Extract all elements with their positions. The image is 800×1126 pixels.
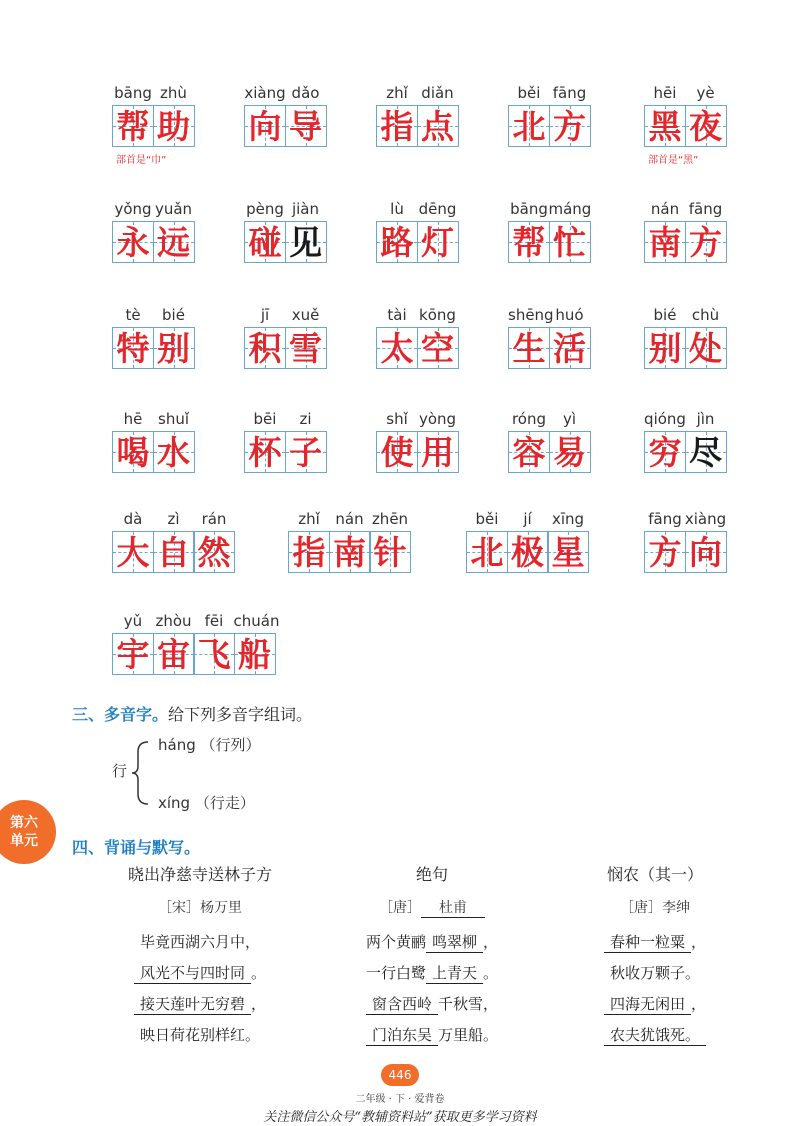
poem-line — [80, 962, 320, 984]
tian-grid-cell — [244, 105, 286, 147]
pinyin: fāng — [552, 84, 587, 102]
pinyin: yòng — [418, 410, 457, 428]
poem-title: 绝句 — [415, 865, 448, 884]
tian-grid-cell — [153, 531, 195, 573]
poem-line — [535, 1024, 775, 1046]
tian-grid-cell — [153, 431, 195, 473]
word-grid — [112, 105, 193, 147]
filled-answer: 风光不与四时同 — [134, 962, 251, 984]
tian-grid-cell — [547, 531, 589, 573]
footer-grade: 二年级 · 下 · 爱背卷 — [355, 1094, 445, 1105]
hanzi: 夜 — [689, 106, 722, 146]
tian-grid-cell — [376, 105, 418, 147]
tian-grid-cell — [508, 431, 550, 473]
pinyin: zhǐ — [298, 510, 320, 528]
pinyin: shēng — [508, 306, 554, 324]
poem-line — [80, 931, 320, 952]
word-grid — [112, 531, 234, 573]
word-grid — [112, 221, 193, 263]
pinyin: yuǎn — [154, 200, 193, 218]
pinyin: dǎo — [291, 84, 320, 102]
hanzi: 助 — [157, 106, 190, 146]
hanzi: 见 — [289, 222, 322, 262]
pinyin: bié — [653, 306, 677, 324]
author-name: 李绅 — [662, 900, 690, 916]
hanzi: 星 — [551, 532, 585, 572]
section-three-heading: 三、多音字。给下列多音字组词。 — [72, 705, 313, 724]
hanzi: 别 — [157, 328, 190, 368]
word-grid — [376, 431, 457, 473]
pinyin: dēng — [418, 200, 457, 218]
hanzi: 忙 — [553, 222, 586, 262]
poem-text: ， — [483, 933, 499, 951]
word-grid — [644, 221, 725, 263]
filled-answer: 窗含西岭 — [366, 993, 438, 1015]
author-dynasty: ［唐］ — [379, 900, 421, 916]
author-dynasty: ［唐］ — [620, 900, 662, 916]
poem-title: 晓出净慈寺送林子方 — [127, 865, 272, 884]
pinyin: zì — [167, 510, 180, 528]
hanzi: 易 — [553, 432, 586, 472]
brace — [130, 738, 152, 808]
hanzi: 黑 — [648, 106, 682, 146]
pinyin: shǐ — [386, 410, 408, 428]
tian-grid-cell — [285, 327, 327, 369]
pinyin: tài — [387, 306, 407, 324]
hanzi: 针 — [373, 532, 407, 572]
tian-grid-cell — [549, 327, 591, 369]
tian-grid-cell — [417, 105, 459, 147]
page-number: 446 — [381, 1064, 419, 1086]
poem-line — [80, 993, 320, 1015]
hanzi: 灯 — [421, 222, 454, 262]
pinyin: yǒng — [114, 200, 152, 218]
hanzi: 水 — [157, 432, 190, 472]
hanzi: 帮 — [116, 106, 150, 146]
pinyin: zi — [299, 410, 312, 428]
pinyin: jiàn — [291, 200, 320, 218]
pinyin: xiàng — [244, 84, 286, 102]
poem-text: ， — [691, 995, 707, 1013]
pinyin: nán — [335, 510, 364, 528]
tian-grid-cell — [376, 327, 418, 369]
pinyin: tè — [125, 306, 141, 324]
tian-grid-cell — [288, 531, 330, 573]
hanzi: 极 — [511, 532, 544, 572]
pinyin: kōng — [419, 306, 456, 324]
hanzi: 容 — [512, 432, 546, 472]
tian-grid-cell — [417, 431, 459, 473]
polyphone-reading-2: xíng （行走） — [158, 794, 255, 812]
hanzi: 宙 — [157, 634, 190, 674]
tian-grid-cell — [244, 221, 286, 263]
pinyin: fāng — [688, 200, 723, 218]
pinyin: qióng — [644, 410, 686, 428]
tian-grid-cell — [112, 531, 154, 573]
pinyin: zhǐ — [386, 84, 408, 102]
poem-text: 毕竟西湖六月中， — [139, 933, 260, 951]
hanzi: 远 — [157, 222, 190, 262]
tian-grid-cell — [644, 327, 686, 369]
poem-text: 。 — [483, 964, 499, 982]
tian-grid-cell — [234, 633, 276, 675]
hanzi: 北 — [470, 532, 504, 572]
poem-line — [312, 993, 552, 1015]
hanzi: 帮 — [512, 222, 546, 262]
pinyin: jí — [523, 510, 532, 528]
hanzi: 永 — [116, 222, 150, 262]
pinyin: běi — [475, 510, 499, 528]
hanzi: 子 — [289, 432, 322, 472]
pinyin: yì — [562, 410, 577, 428]
word-grid — [244, 431, 325, 473]
pinyin: hē — [123, 410, 143, 428]
tian-grid-cell — [466, 531, 508, 573]
pinyin: jìn — [696, 410, 715, 428]
hanzi: 喝 — [116, 432, 150, 472]
word-grid — [376, 221, 457, 263]
polyphone-reading-1: háng （行列） — [158, 736, 261, 754]
radical-note: 部首是“巾” — [116, 155, 167, 166]
poem-text: 千秋雪， — [438, 995, 499, 1013]
tian-grid-cell — [644, 531, 686, 573]
pinyin: yǔ — [123, 612, 143, 630]
poem-line — [535, 993, 775, 1015]
tian-grid-cell — [193, 531, 235, 573]
word-grid — [508, 105, 589, 147]
hanzi: 然 — [197, 532, 231, 572]
tian-grid-cell — [112, 431, 154, 473]
pinyin: hēi — [653, 84, 677, 102]
poem-line — [535, 931, 775, 953]
pinyin: chuán — [233, 612, 280, 630]
word-grid — [112, 633, 274, 675]
radical-note: 部首是“黑” — [648, 155, 699, 166]
tian-grid-cell — [644, 431, 686, 473]
hanzi: 飞 — [197, 634, 231, 674]
poem-text: 。 — [251, 964, 267, 982]
tian-grid-cell — [193, 633, 235, 675]
hanzi: 指 — [380, 106, 414, 146]
pinyin: shuǐ — [158, 410, 189, 428]
word-grid — [112, 327, 193, 369]
pinyin: xīng — [551, 510, 585, 528]
pinyin: zhòu — [155, 612, 192, 630]
hanzi: 方 — [689, 222, 722, 262]
pinyin: pèng — [246, 200, 284, 218]
pinyin: fāng — [648, 510, 682, 528]
pinyin: róng — [511, 410, 547, 428]
poem-line — [80, 1024, 320, 1045]
pinyin: běi — [517, 84, 541, 102]
filled-answer: 春种一粒粟 — [604, 931, 691, 953]
hanzi: 向 — [248, 106, 282, 146]
hanzi: 杯 — [248, 432, 282, 472]
tian-grid-cell — [644, 105, 686, 147]
poem-line — [312, 962, 552, 984]
tian-grid-cell — [112, 633, 154, 675]
pinyin: bēi — [253, 410, 277, 428]
tian-grid-cell — [685, 105, 727, 147]
section-four-heading: 四、背诵与默写。 — [72, 838, 201, 857]
poem-text: 映日荷花别样红。 — [139, 1026, 260, 1044]
hanzi: 南 — [333, 532, 366, 572]
poem-title: 悯农（其一） — [606, 865, 703, 884]
hanzi: 船 — [238, 634, 271, 674]
tian-grid-cell — [685, 431, 727, 473]
filled-answer: 接天莲叶无穷碧 — [134, 993, 251, 1015]
pinyin: dà — [123, 510, 143, 528]
word-grid — [466, 531, 588, 573]
pinyin: bāng — [510, 200, 548, 218]
tian-grid-cell — [508, 105, 550, 147]
hanzi: 自 — [157, 532, 190, 572]
filled-answer: 上青天 — [426, 962, 483, 984]
hanzi: 导 — [289, 106, 322, 146]
author-name: 杜甫 — [421, 897, 485, 918]
word-grid — [644, 431, 725, 473]
polyphone-char: 行 — [112, 762, 128, 780]
hanzi: 空 — [421, 328, 454, 368]
hanzi: 方 — [553, 106, 586, 146]
tian-grid-cell — [112, 221, 154, 263]
hanzi: 别 — [648, 328, 682, 368]
hanzi: 大 — [116, 532, 150, 572]
hanzi: 生 — [512, 328, 546, 368]
tian-grid-cell — [285, 221, 327, 263]
tian-grid-cell — [369, 531, 411, 573]
hanzi: 南 — [648, 222, 682, 262]
word-grid — [508, 431, 589, 473]
tian-grid-cell — [376, 431, 418, 473]
poem-text: 万里船。 — [438, 1026, 499, 1044]
pinyin: máng — [548, 200, 592, 218]
tian-grid-cell — [376, 221, 418, 263]
pinyin: chù — [691, 306, 720, 324]
poem-author — [312, 897, 552, 918]
hanzi: 特 — [116, 328, 150, 368]
tian-grid-cell — [685, 221, 727, 263]
tian-grid-cell — [112, 105, 154, 147]
word-grid — [244, 327, 325, 369]
word-grid — [644, 531, 725, 573]
word-grid — [244, 105, 325, 147]
pinyin: bié — [162, 306, 185, 324]
word-grid — [508, 221, 589, 263]
word-grid — [376, 105, 457, 147]
word-grid — [288, 531, 410, 573]
word-grid — [508, 327, 589, 369]
poem-text: 一行白鹭 — [365, 964, 426, 982]
tian-grid-cell — [508, 327, 550, 369]
tian-grid-cell — [153, 327, 195, 369]
tian-grid-cell — [285, 431, 327, 473]
hanzi: 点 — [421, 106, 454, 146]
pinyin: rán — [201, 510, 227, 528]
poem-text: ， — [691, 933, 707, 951]
pinyin: yè — [696, 84, 715, 102]
filled-answer: 四海无闲田 — [604, 993, 691, 1015]
tian-grid-cell — [685, 327, 727, 369]
hanzi: 北 — [512, 106, 546, 146]
tian-grid-cell — [112, 327, 154, 369]
unit-badge: 第六 单元 — [0, 800, 56, 864]
tian-grid-cell — [508, 221, 550, 263]
tian-grid-cell — [153, 633, 195, 675]
word-grid — [244, 221, 325, 263]
tian-grid-cell — [285, 105, 327, 147]
hanzi: 方 — [648, 532, 682, 572]
hanzi: 用 — [421, 432, 454, 472]
poem-text: ， — [251, 995, 267, 1013]
pinyin: jī — [260, 306, 270, 324]
tian-grid-cell — [549, 105, 591, 147]
word-grid — [644, 327, 725, 369]
tian-grid-cell — [507, 531, 549, 573]
word-grid — [644, 105, 725, 147]
tian-grid-cell — [329, 531, 371, 573]
pinyin: diǎn — [421, 84, 454, 102]
pinyin: nán — [650, 200, 680, 218]
hanzi: 路 — [380, 222, 414, 262]
poem-author — [80, 897, 320, 917]
author-name: 杨万里 — [200, 900, 242, 916]
pinyin: fēi — [204, 612, 224, 630]
tian-grid-cell — [549, 221, 591, 263]
hanzi: 太 — [380, 328, 414, 368]
tian-grid-cell — [244, 431, 286, 473]
tian-grid-cell — [244, 327, 286, 369]
tian-grid-cell — [417, 221, 459, 263]
hanzi: 碰 — [248, 222, 282, 262]
tian-grid-cell — [644, 221, 686, 263]
word-grid — [376, 327, 457, 369]
pinyin: xiàng — [684, 510, 727, 528]
hanzi: 宇 — [116, 634, 150, 674]
hanzi: 活 — [553, 328, 586, 368]
filled-answer: 门泊东吴 — [366, 1024, 438, 1046]
filled-answer: 农夫犹饿死。 — [604, 1024, 706, 1046]
pinyin: zhù — [160, 84, 187, 102]
pinyin: lù — [390, 200, 404, 218]
hanzi: 雪 — [289, 328, 322, 368]
tian-grid-cell — [685, 531, 727, 573]
pinyin: xuě — [291, 306, 320, 324]
footer-ad: 关注微信公众号“教辅资料站”获取更多学习资料 — [263, 1110, 537, 1125]
tian-grid-cell — [153, 221, 195, 263]
tian-grid-cell — [417, 327, 459, 369]
poem-line — [312, 931, 552, 953]
poem-line — [535, 962, 775, 983]
hanzi: 向 — [689, 532, 722, 572]
hanzi: 穷 — [648, 432, 682, 472]
poem-author — [535, 897, 775, 917]
poem-line — [312, 1024, 552, 1046]
hanzi: 积 — [248, 328, 282, 368]
tian-grid-cell — [549, 431, 591, 473]
pinyin: huó — [555, 306, 584, 324]
hanzi: 指 — [292, 532, 326, 572]
poem-text: 秋收万颗子。 — [609, 964, 700, 982]
hanzi: 尽 — [689, 432, 722, 472]
author-dynasty: ［宋］ — [158, 900, 200, 916]
tian-grid-cell — [153, 105, 195, 147]
pinyin: bāng — [114, 84, 152, 102]
filled-answer: 鸣翠柳 — [426, 931, 483, 953]
hanzi: 处 — [689, 328, 722, 368]
word-grid — [112, 431, 193, 473]
hanzi: 使 — [380, 432, 414, 472]
pinyin: zhēn — [371, 510, 409, 528]
poem-text: 两个黄鹂 — [365, 933, 426, 951]
